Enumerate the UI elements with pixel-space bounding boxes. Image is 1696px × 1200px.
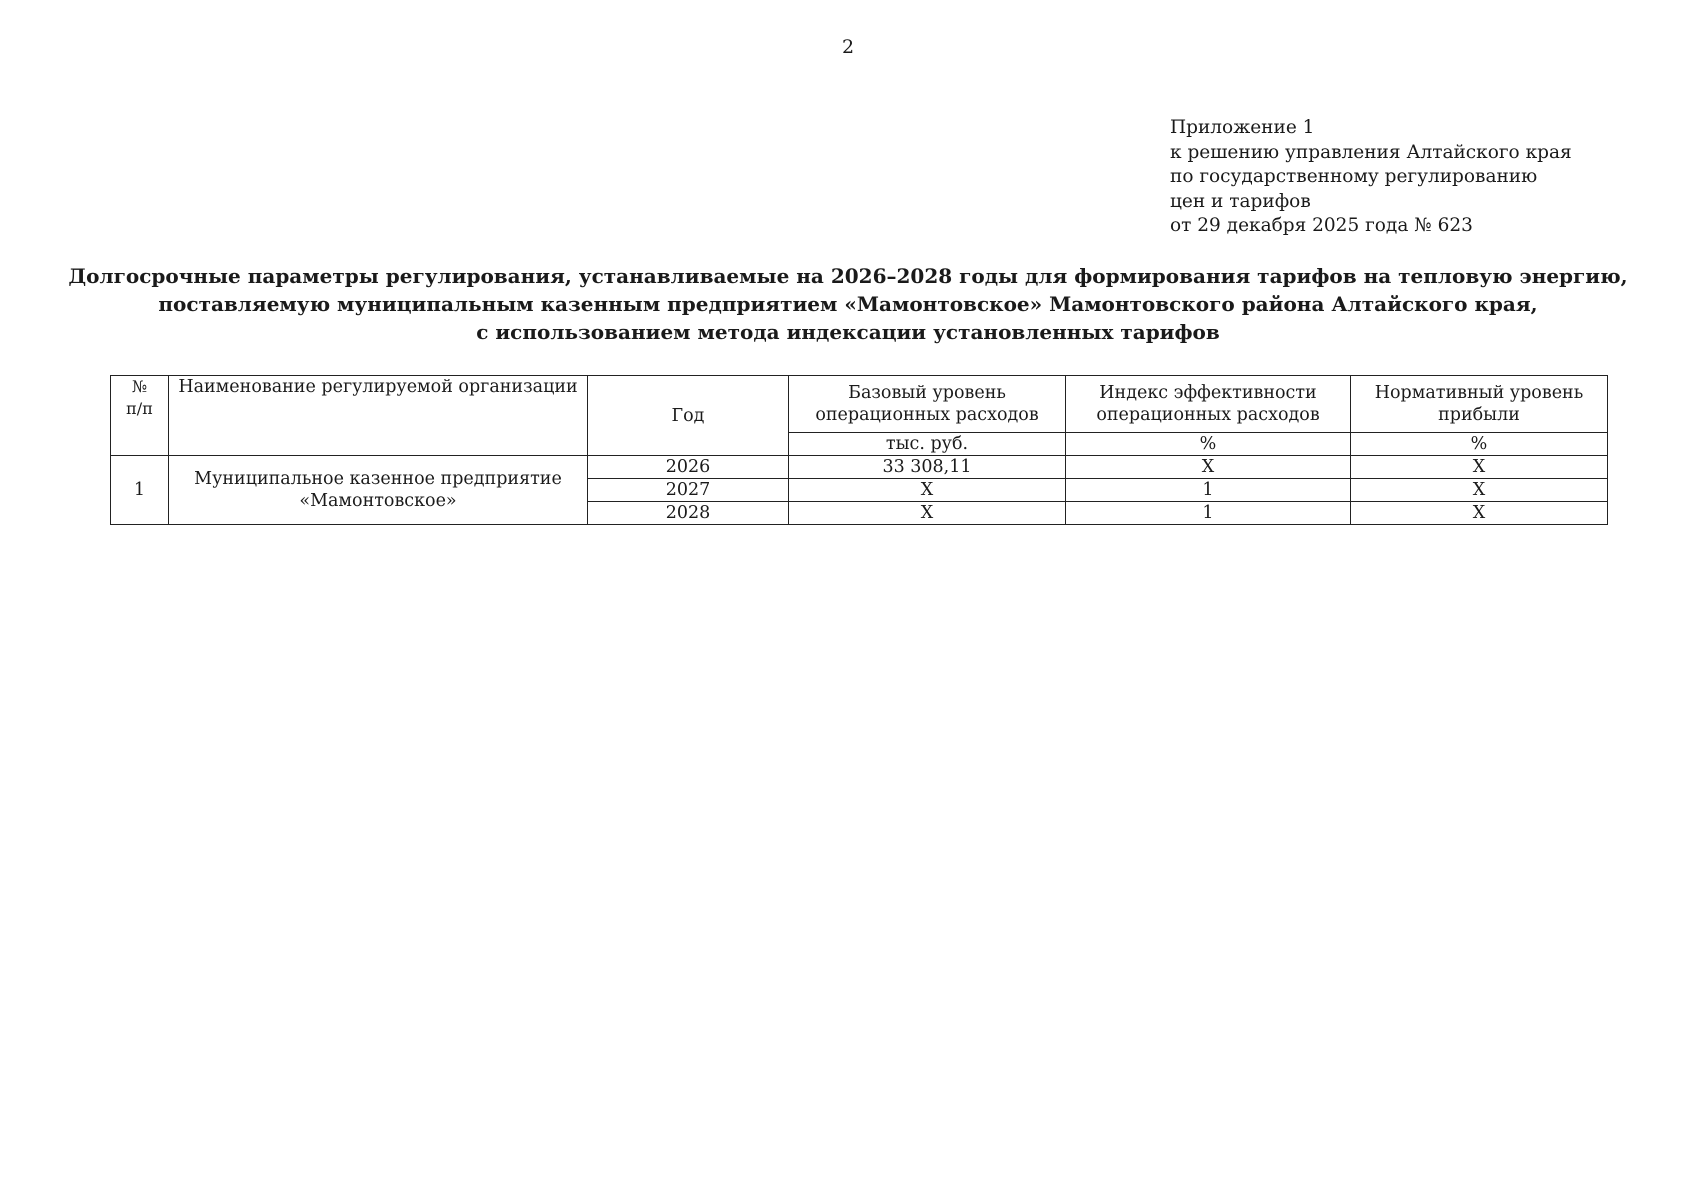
appendix-line: цен и тарифов (1170, 190, 1311, 212)
header-profit-level (1351, 376, 1608, 433)
header-number (111, 376, 169, 456)
org-name (169, 456, 588, 525)
page-number: 2 (841, 36, 855, 58)
header-efficiency-index (1066, 376, 1351, 433)
regulation-parameters-table (110, 375, 1608, 525)
cell-profit: X (1351, 479, 1608, 502)
cell-base: X (789, 502, 1066, 525)
cell-index: 1 (1066, 479, 1351, 502)
appendix-line: Приложение 1 (1170, 117, 1315, 138)
unit-base: тыс. руб. (789, 433, 1066, 456)
appendix-line: по государственному регулированию (1170, 166, 1538, 187)
cell-profit: X (1351, 456, 1608, 479)
unit-index: % (1066, 433, 1351, 456)
appendix-line: от 29 декабря 2025 года № 623 (1170, 215, 1473, 236)
table-header-row (111, 376, 1608, 433)
cell-base: 33 308,11 (789, 456, 1066, 479)
cell-profit: X (1351, 502, 1608, 525)
header-profit-line1: Нормативный уровень (1374, 383, 1584, 403)
title-line: с использованием метода индексации установленных тарифов (476, 320, 1220, 344)
document-title (60, 262, 1636, 346)
header-number-line1: № (131, 377, 148, 396)
header-base-line2: операционных расходов (815, 405, 1039, 425)
cell-year: 2027 (588, 479, 789, 502)
cell-index: 1 (1066, 502, 1351, 525)
header-organization: Наименование регулируемой организации (169, 376, 588, 456)
appendix-block (1170, 116, 1610, 239)
org-number: 1 (111, 456, 169, 525)
header-number-line2: п/п (126, 399, 153, 418)
org-name-line1: Муниципальное казенное предприятие (194, 469, 562, 489)
header-base-opex (789, 376, 1066, 433)
cell-year: 2028 (588, 502, 789, 525)
header-index-line2: операционных расходов (1096, 405, 1320, 425)
org-name-line2: «Мамонтовское» (299, 491, 457, 511)
title-line: поставляемую муниципальным казенным предприятием «Мамонтовское» Мамонтовского района Алтайского края, (158, 292, 1538, 316)
header-base-line1: Базовый уровень (848, 383, 1006, 403)
table-row (111, 456, 1608, 479)
header-profit-line2: прибыли (1438, 405, 1520, 425)
header-year: Год (588, 376, 789, 456)
cell-base: X (789, 479, 1066, 502)
cell-year: 2026 (588, 456, 789, 479)
header-index-line1: Индекс эффективности (1099, 383, 1317, 403)
appendix-line: к решению управления Алтайского края (1170, 141, 1572, 163)
cell-index: X (1066, 456, 1351, 479)
title-line: Долгосрочные параметры регулирования, устанавливаемые на 2026–2028 годы для формирования тарифов на тепловую энергию, (68, 264, 1628, 288)
unit-profit: % (1351, 433, 1608, 456)
